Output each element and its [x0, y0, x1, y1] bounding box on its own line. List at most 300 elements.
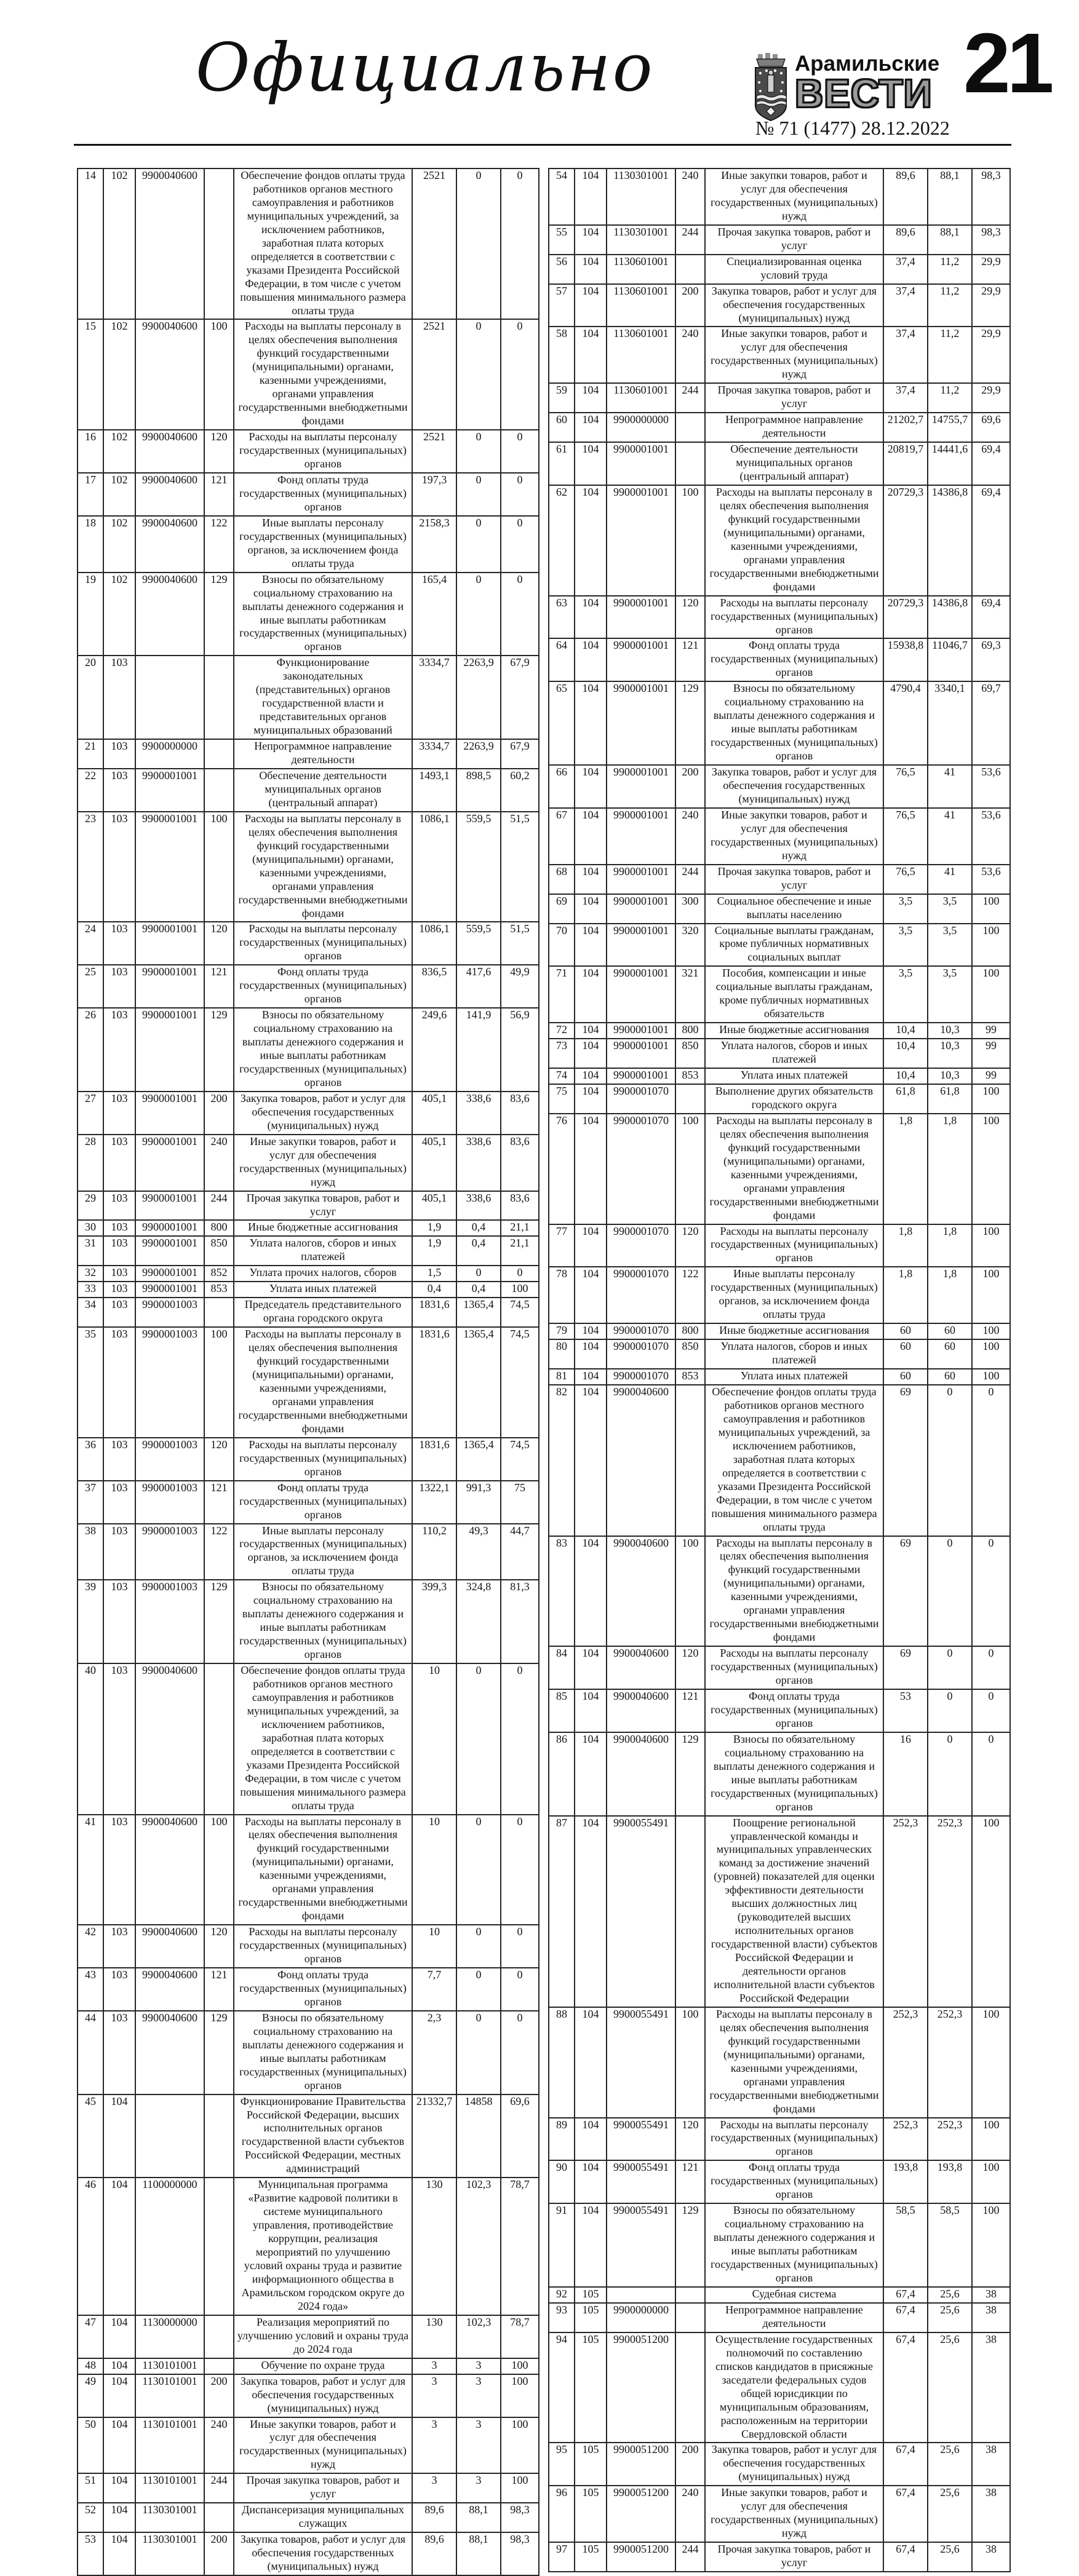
row-number: 82 [549, 1385, 575, 1536]
table-row [78, 1481, 539, 1524]
executed-value: 14386,8 [928, 485, 972, 596]
section-code: 104 [575, 808, 607, 865]
row-number: 97 [549, 2542, 575, 2572]
expense-type-code [675, 2332, 705, 2443]
approved-value: 405,1 [412, 1135, 456, 1191]
expense-name: Пособия, компенсации и иные социальные выплаты гражданам, кроме публичных нормативных обязательств [705, 966, 883, 1023]
approved-value: 10 [412, 1663, 456, 1814]
approved-value: 2,3 [412, 2011, 456, 2094]
row-number: 88 [549, 2007, 575, 2118]
target-item-code: 9900001001 [607, 638, 675, 681]
table-row [78, 2532, 539, 2575]
executed-value: 0,4 [456, 1282, 501, 1298]
expense-type-code [675, 1084, 705, 1114]
percent-value: 100 [972, 2007, 1010, 2118]
expense-type-code: 120 [204, 922, 234, 965]
table-row [78, 573, 539, 656]
table-row [549, 1732, 1010, 1816]
expense-name: Расходы на выплаты персоналу государственных (муниципальных) органов [705, 2118, 883, 2161]
executed-value: 252,3 [928, 2118, 972, 2161]
approved-value: 76,5 [883, 808, 928, 865]
expense-type-code: 122 [204, 516, 234, 573]
approved-value: 69 [883, 1646, 928, 1689]
target-item-code: 9900001001 [607, 865, 675, 894]
expense-type-code: 800 [204, 1220, 234, 1236]
expense-name: Взносы по обязательному социальному страхованию на выплаты денежного содержания и иные выплаты работникам государственных (муниципальных) органов [705, 2203, 883, 2287]
percent-value: 100 [501, 2374, 539, 2417]
percent-value: 53,6 [972, 865, 1010, 894]
executed-value: 0 [928, 1732, 972, 1816]
target-item-code: 9900001001 [135, 922, 204, 965]
table-row [549, 2287, 1010, 2303]
approved-value: 20729,3 [883, 485, 928, 596]
table-row [78, 430, 539, 473]
row-number: 38 [78, 1524, 103, 1580]
executed-value: 25,6 [928, 2287, 972, 2303]
table-row [549, 383, 1010, 413]
executed-value: 898,5 [456, 769, 501, 812]
percent-value: 78,7 [501, 2178, 539, 2315]
row-number: 16 [78, 430, 103, 473]
executed-value: 3,5 [928, 966, 972, 1023]
percent-value: 98,3 [501, 2532, 539, 2575]
row-number: 59 [549, 383, 575, 413]
approved-value: 37,4 [883, 327, 928, 383]
target-item-code: 9900001001 [135, 1191, 204, 1221]
table-row [549, 1385, 1010, 1536]
approved-value: 405,1 [412, 1092, 456, 1135]
section-code: 103 [103, 1135, 135, 1191]
table-row [549, 1114, 1010, 1224]
section-code: 104 [575, 255, 607, 284]
approved-value: 61,8 [883, 1084, 928, 1114]
expense-type-code: 200 [204, 1092, 234, 1135]
target-item-code: 9900001001 [607, 596, 675, 639]
expense-name: Непрограммное направление деятельности [234, 739, 412, 769]
percent-value: 0 [501, 2011, 539, 2094]
row-number: 60 [549, 413, 575, 442]
expense-name: Социальные выплаты гражданам, кроме публичных нормативных социальных выплат [705, 924, 883, 967]
section-code: 103 [103, 656, 135, 739]
row-number: 78 [549, 1267, 575, 1323]
table-row [78, 2503, 539, 2532]
budget-table-right [548, 168, 1011, 2572]
expense-type-code [204, 2358, 234, 2374]
row-number: 39 [78, 1580, 103, 1663]
table-row [78, 2417, 539, 2474]
executed-value: 25,6 [928, 2303, 972, 2332]
row-number: 50 [78, 2417, 103, 2474]
target-item-code: 1130601001 [607, 284, 675, 327]
table-row [549, 2007, 1010, 2118]
table-row [78, 1968, 539, 2011]
table-row [549, 1323, 1010, 1339]
approved-value: 69 [883, 1385, 928, 1536]
executed-value: 88,1 [456, 2532, 501, 2575]
expense-name: Расходы на выплаты персоналу государственных (муниципальных) органов [234, 1925, 412, 1968]
expense-type-code [204, 1663, 234, 1814]
table-row [78, 2178, 539, 2315]
approved-value: 252,3 [883, 2118, 928, 2161]
percent-value: 0 [501, 473, 539, 516]
section-code: 102 [103, 516, 135, 573]
row-number: 94 [549, 2332, 575, 2443]
approved-value: 1,8 [883, 1224, 928, 1267]
target-item-code: 9900001001 [607, 1023, 675, 1039]
approved-value: 399,3 [412, 1580, 456, 1663]
expense-name: Функционирование законодательных (представительных) органов государственной власти и представительных органов муниципальных образований [234, 656, 412, 739]
row-number: 79 [549, 1323, 575, 1339]
target-item-code: 9900001001 [607, 1068, 675, 1084]
executed-value: 25,6 [928, 2443, 972, 2486]
row-number: 80 [549, 1339, 575, 1369]
target-item-code: 9900001001 [135, 1008, 204, 1092]
approved-value: 60 [883, 1323, 928, 1339]
target-item-code: 9900001001 [135, 965, 204, 1008]
table-row [78, 812, 539, 922]
approved-value: 1086,1 [412, 812, 456, 922]
executed-value: 0 [456, 430, 501, 473]
section-code: 104 [575, 225, 607, 255]
executed-value: 60 [928, 1369, 972, 1385]
expense-name: Иные бюджетные ассигнования [234, 1220, 412, 1236]
percent-value: 98,3 [972, 225, 1010, 255]
table-row [549, 442, 1010, 485]
row-number: 83 [549, 1536, 575, 1647]
percent-value: 100 [972, 2160, 1010, 2203]
percent-value: 98,3 [972, 168, 1010, 225]
executed-value: 0 [456, 573, 501, 656]
approved-value: 4790,4 [883, 681, 928, 765]
table-row [78, 922, 539, 965]
executed-value: 3340,1 [928, 681, 972, 765]
executed-value: 14386,8 [928, 596, 972, 639]
expense-name: Фонд оплаты труда государственных (муниципальных) органов [705, 1689, 883, 1732]
section-code: 103 [103, 922, 135, 965]
expense-type-code [675, 1816, 705, 2007]
target-item-code: 1130101001 [135, 2358, 204, 2374]
section-code: 103 [103, 1580, 135, 1663]
section-code: 104 [575, 1689, 607, 1732]
percent-value: 69,3 [972, 638, 1010, 681]
table-row [549, 255, 1010, 284]
expense-type-code: 240 [675, 168, 705, 225]
percent-value: 69,6 [501, 2094, 539, 2178]
expense-name: Председатель представительного органа городского округа [234, 1298, 412, 1327]
expense-name: Прочая закупка товаров, работ и услуг [705, 2542, 883, 2572]
target-item-code: 9900001003 [135, 1481, 204, 1524]
table-row [78, 1663, 539, 1814]
executed-value: 0 [456, 1815, 501, 1925]
approved-value: 2158,3 [412, 516, 456, 573]
target-item-code: 1130301001 [607, 225, 675, 255]
section-code: 104 [575, 1267, 607, 1323]
table-row [549, 808, 1010, 865]
target-item-code: 9900040600 [135, 1925, 204, 1968]
approved-value: 10,4 [883, 1023, 928, 1039]
section-code: 103 [103, 1191, 135, 1221]
approved-value: 1,8 [883, 1114, 928, 1224]
approved-value: 60 [883, 1369, 928, 1385]
executed-value: 324,8 [456, 1580, 501, 1663]
executed-value: 25,6 [928, 2486, 972, 2542]
target-item-code: 9900001003 [135, 1298, 204, 1327]
expense-name: Расходы на выплаты персоналу в целях обеспечения выполнения функций государственными (муниципальными) органами, казенными учреждениями, органами управления государственными внебюджетными фондами [705, 485, 883, 596]
target-item-code: 9900001001 [135, 1092, 204, 1135]
expense-name: Взносы по обязательному социальному страхованию на выплаты денежного содержания и иные выплаты работникам государственных (муниципальных) органов [234, 2011, 412, 2094]
percent-value: 100 [972, 2203, 1010, 2287]
row-number: 53 [78, 2532, 103, 2575]
header-divider [74, 144, 1011, 146]
target-item-code: 9900001003 [135, 1524, 204, 1580]
executed-value: 559,5 [456, 922, 501, 965]
table-row [549, 966, 1010, 1023]
percent-value: 74,5 [501, 1438, 539, 1481]
percent-value: 100 [501, 2417, 539, 2474]
table-row [549, 1339, 1010, 1369]
executed-value: 0 [456, 2011, 501, 2094]
expense-type-code: 129 [204, 573, 234, 656]
target-item-code: 9900001070 [607, 1323, 675, 1339]
target-item-code: 9900001003 [135, 1438, 204, 1481]
target-item-code: 9900001070 [607, 1114, 675, 1224]
section-code: 104 [575, 1084, 607, 1114]
table-row [78, 965, 539, 1008]
section-code: 103 [103, 1236, 135, 1266]
row-number: 44 [78, 2011, 103, 2094]
percent-value: 38 [972, 2303, 1010, 2332]
row-number: 37 [78, 1481, 103, 1524]
approved-value: 89,6 [883, 225, 928, 255]
expense-name: Фонд оплаты труда государственных (муниципальных) органов [234, 1968, 412, 2011]
expense-name: Непрограммное направление деятельности [705, 413, 883, 442]
approved-value: 10,4 [883, 1039, 928, 1068]
percent-value: 0 [972, 1385, 1010, 1536]
section-code: 104 [575, 924, 607, 967]
table-row [549, 168, 1010, 225]
section-code: 104 [575, 1068, 607, 1084]
percent-value: 53,6 [972, 765, 1010, 808]
expense-name: Расходы на выплаты персоналу государственных (муниципальных) органов [705, 1646, 883, 1689]
approved-value: 37,4 [883, 284, 928, 327]
expense-type-code [204, 656, 234, 739]
section-code: 104 [575, 966, 607, 1023]
table-row [78, 2358, 539, 2374]
percent-value: 0 [501, 1968, 539, 2011]
percent-value: 74,5 [501, 1327, 539, 1438]
executed-value: 3,5 [928, 894, 972, 924]
executed-value: 0 [456, 516, 501, 573]
section-code: 103 [103, 1220, 135, 1236]
expense-type-code [204, 2094, 234, 2178]
row-number: 86 [549, 1732, 575, 1816]
expense-name: Обеспечение фондов оплаты труда работников органов местного самоуправления и работников муниципальных учреждений, за исключением работников, заработная плата которых определяется в соответствии с указами Президента Российской Федерации, в том числе с учетом повышения минимального размера оплаты труда [705, 1385, 883, 1536]
executed-value: 11,2 [928, 383, 972, 413]
row-number: 42 [78, 1925, 103, 1968]
section-code: 104 [575, 327, 607, 383]
row-number: 20 [78, 656, 103, 739]
executed-value: 1365,4 [456, 1298, 501, 1327]
table-row [549, 225, 1010, 255]
row-number: 73 [549, 1039, 575, 1068]
expense-type-code: 121 [675, 638, 705, 681]
expense-type-code [675, 2287, 705, 2303]
table-row [78, 1298, 539, 1327]
table-row [549, 681, 1010, 765]
executed-value: 0 [456, 1968, 501, 2011]
table-row [549, 485, 1010, 596]
percent-value: 0 [501, 430, 539, 473]
executed-value: 0 [456, 473, 501, 516]
target-item-code: 9900001070 [607, 1339, 675, 1369]
row-number: 33 [78, 1282, 103, 1298]
executed-value: 0 [456, 1925, 501, 1968]
expense-name: Судебная система [705, 2287, 883, 2303]
section-code: 103 [103, 1663, 135, 1814]
executed-value: 0 [456, 1663, 501, 1814]
row-number: 17 [78, 473, 103, 516]
executed-value: 141,9 [456, 1008, 501, 1092]
target-item-code: 1130301001 [135, 2532, 204, 2575]
percent-value: 0 [501, 1925, 539, 1968]
expense-type-code: 240 [675, 327, 705, 383]
row-number: 29 [78, 1191, 103, 1221]
executed-value: 0 [456, 168, 501, 319]
table-row [78, 1282, 539, 1298]
row-number: 95 [549, 2443, 575, 2486]
expense-type-code: 850 [675, 1039, 705, 1068]
expense-name: Расходы на выплаты персоналу государственных (муниципальных) органов [234, 922, 412, 965]
target-item-code [135, 656, 204, 739]
table-row [78, 319, 539, 430]
approved-value: 67,4 [883, 2332, 928, 2443]
section-code: 105 [575, 2542, 607, 2572]
newspaper-masthead [752, 53, 939, 122]
expense-name: Обучение по охране труда [234, 2358, 412, 2374]
approved-value: 1322,1 [412, 1481, 456, 1524]
section-code: 104 [103, 2374, 135, 2417]
expense-name: Расходы на выплаты персоналу государственных (муниципальных) органов [234, 1438, 412, 1481]
section-code: 104 [575, 1385, 607, 1536]
expense-type-code: 120 [675, 2118, 705, 2161]
approved-value: 3 [412, 2473, 456, 2503]
target-item-code: 1130101001 [135, 2374, 204, 2417]
percent-value: 21,1 [501, 1236, 539, 1266]
section-code: 104 [575, 1023, 607, 1039]
row-number: 19 [78, 573, 103, 656]
section-code: 104 [575, 2160, 607, 2203]
section-code: 103 [103, 1925, 135, 1968]
executed-value: 1,8 [928, 1114, 972, 1224]
expense-name: Прочая закупка товаров, работ и услуг [234, 1191, 412, 1221]
row-number: 18 [78, 516, 103, 573]
executed-value: 25,6 [928, 2542, 972, 2572]
table-row [549, 865, 1010, 894]
executed-value: 41 [928, 865, 972, 894]
section-code: 102 [103, 573, 135, 656]
row-number: 41 [78, 1815, 103, 1925]
expense-type-code: 121 [204, 1481, 234, 1524]
row-number: 22 [78, 769, 103, 812]
target-item-code: 9900001070 [607, 1369, 675, 1385]
executed-value: 559,5 [456, 812, 501, 922]
approved-value: 1831,6 [412, 1438, 456, 1481]
table-row [78, 1236, 539, 1266]
target-item-code: 9900055491 [607, 2203, 675, 2287]
expense-name: Расходы на выплаты персоналу в целях обеспечения выполнения функций государственными (муниципальными) органами, казенными учреждениями, органами управления государственными внебюджетными фондами [234, 1815, 412, 1925]
executed-value: 58,5 [928, 2203, 972, 2287]
executed-value: 61,8 [928, 1084, 972, 1114]
row-number: 57 [549, 284, 575, 327]
table-row [549, 2486, 1010, 2542]
percent-value: 0 [972, 1689, 1010, 1732]
executed-value: 2263,9 [456, 739, 501, 769]
expense-type-code: 129 [675, 681, 705, 765]
executed-value: 60 [928, 1339, 972, 1369]
section-code: 104 [575, 638, 607, 681]
approved-value: 2521 [412, 319, 456, 430]
table-row [549, 1267, 1010, 1323]
executed-value: 41 [928, 808, 972, 865]
approved-value: 836,5 [412, 965, 456, 1008]
approved-value: 37,4 [883, 255, 928, 284]
table-row [78, 168, 539, 319]
target-item-code: 9900001001 [607, 966, 675, 1023]
table-row [78, 1524, 539, 1580]
section-code: 104 [103, 2532, 135, 2575]
expense-type-code: 200 [675, 2443, 705, 2486]
table-row [78, 2315, 539, 2358]
table-row [549, 1068, 1010, 1084]
target-item-code: 9900001001 [135, 1135, 204, 1191]
approved-value: 405,1 [412, 1191, 456, 1221]
expense-name: Взносы по обязательному социальному страхованию на выплаты денежного содержания и иные выплаты работникам государственных (муниципальных) органов [234, 1580, 412, 1663]
expense-name: Иные выплаты персоналу государственных (муниципальных) органов, за исключением фонда оплаты труда [705, 1267, 883, 1323]
percent-value: 60,2 [501, 769, 539, 812]
percent-value: 69,4 [972, 485, 1010, 596]
executed-value: 11,2 [928, 327, 972, 383]
expense-name: Закупка товаров, работ и услуг для обеспечения государственных (муниципальных) нужд [234, 1092, 412, 1135]
executed-value: 0 [456, 1266, 501, 1282]
percent-value: 100 [972, 1816, 1010, 2007]
target-item-code: 9900040600 [135, 1663, 204, 1814]
target-item-code: 9900001001 [135, 1266, 204, 1282]
expense-name: Фонд оплаты труда государственных (муниципальных) органов [234, 965, 412, 1008]
executed-value: 14858 [456, 2094, 501, 2178]
expense-name: Прочая закупка товаров, работ и услуг [234, 2473, 412, 2503]
percent-value: 100 [972, 1084, 1010, 1114]
percent-value: 69,4 [972, 442, 1010, 485]
expense-type-code: 800 [675, 1023, 705, 1039]
percent-value: 100 [972, 1339, 1010, 1369]
expense-name: Иные закупки товаров, работ и услуг для обеспечения государственных (муниципальных) нужд [705, 808, 883, 865]
target-item-code: 9900055491 [607, 1816, 675, 2007]
approved-value: 20729,3 [883, 596, 928, 639]
expense-type-code: 120 [204, 1925, 234, 1968]
row-number: 67 [549, 808, 575, 865]
section-code: 104 [575, 1369, 607, 1385]
executed-value: 0,4 [456, 1236, 501, 1266]
executed-value: 1,8 [928, 1267, 972, 1323]
target-item-code: 9900040600 [135, 1968, 204, 2011]
percent-value: 38 [972, 2486, 1010, 2542]
row-number: 62 [549, 485, 575, 596]
expense-type-code: 120 [204, 430, 234, 473]
expense-name: Иные закупки товаров, работ и услуг для обеспечения государственных (муниципальных) нужд [234, 2417, 412, 2474]
percent-value: 53,6 [972, 808, 1010, 865]
percent-value: 56,9 [501, 1008, 539, 1092]
section-code: 104 [575, 485, 607, 596]
